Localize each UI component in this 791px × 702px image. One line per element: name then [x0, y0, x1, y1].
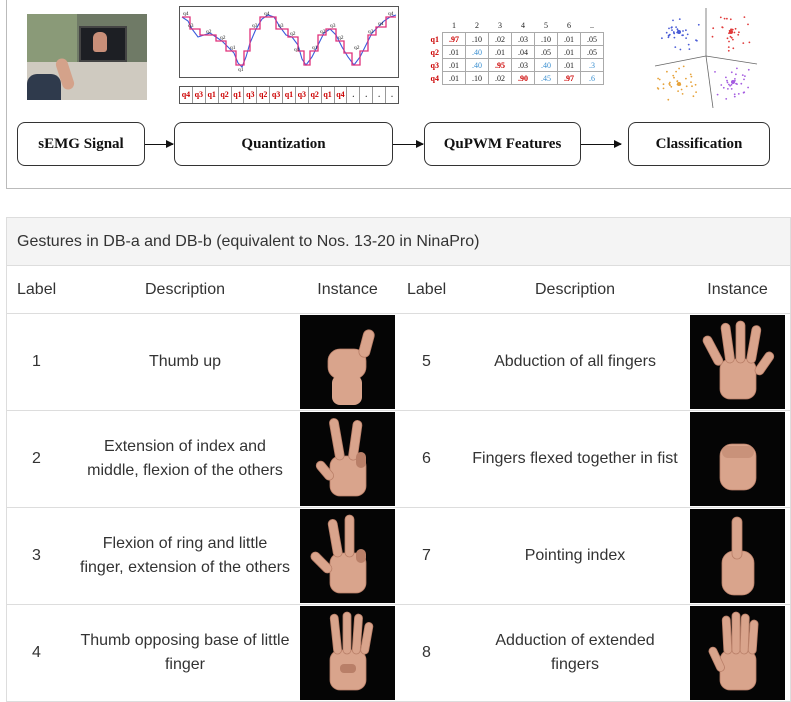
scatter-point — [681, 34, 683, 36]
scatter-point — [680, 49, 682, 51]
matrix-col-header: 6 — [567, 20, 571, 30]
sequence-cell: q3 — [244, 87, 257, 103]
svg-text:q4: q4 — [378, 21, 384, 27]
scatter-point — [724, 18, 726, 20]
scatter-point — [682, 30, 684, 32]
scatter-point — [661, 37, 663, 39]
matrix-cell: .10 — [535, 33, 558, 46]
matrix-cell: .01 — [443, 59, 466, 72]
scatter-point — [731, 84, 733, 86]
scatter-point — [698, 24, 700, 26]
scatter-point — [727, 88, 729, 90]
matrix-cell: .01 — [558, 46, 581, 59]
scatter-point — [728, 46, 730, 48]
scatter-point — [659, 79, 661, 81]
scatter-point — [695, 84, 697, 86]
matrix-col-header: .. — [590, 20, 594, 30]
matrix-col-header: 4 — [521, 20, 525, 30]
scatter-point — [682, 93, 684, 95]
scatter-point — [735, 28, 737, 30]
scatter-point — [720, 17, 722, 19]
qupwm-feature-matrix — [421, 18, 604, 85]
scatter-point — [747, 87, 749, 89]
header-description: Description — [144, 280, 226, 298]
scatter-point — [712, 36, 714, 38]
matrix-cell: .3 — [581, 59, 604, 72]
scatter-point — [734, 96, 736, 98]
scatter-point — [727, 82, 729, 84]
matrix-cell: .40 — [535, 59, 558, 72]
scatter-point — [657, 78, 659, 80]
quantized-signal-line — [182, 17, 396, 65]
recording-setup-photo — [27, 14, 147, 100]
spread-fingers-hand-image — [690, 315, 785, 409]
scatter-point — [693, 95, 695, 97]
scatter-point — [688, 44, 690, 46]
scatter-point — [714, 71, 716, 73]
matrix-cell: .01 — [443, 46, 466, 59]
matrix-cell: .01 — [443, 72, 466, 85]
scatter-point — [685, 78, 687, 80]
gesture-label: 5 — [422, 353, 431, 370]
scatter-point — [749, 42, 751, 44]
scatter-point — [742, 74, 744, 76]
scatter-point — [674, 46, 676, 48]
svg-text:q3: q3 — [368, 29, 374, 35]
scatter-point — [731, 37, 733, 39]
matrix-cell: .90 — [512, 72, 535, 85]
svg-text:q4: q4 — [183, 11, 189, 17]
matrix-col-header: 3 — [498, 20, 502, 30]
cluster-centroid — [729, 30, 733, 34]
gesture-description: Pointing index — [524, 547, 626, 564]
scatter-point — [736, 68, 738, 70]
header-instance: Instance — [317, 280, 378, 298]
matrix-cell: .95 — [489, 59, 512, 72]
scatter-point — [687, 34, 689, 36]
scatter-point — [736, 83, 738, 85]
sequence-cell: . — [390, 90, 393, 99]
scatter-point — [731, 88, 733, 90]
scatter-point — [667, 99, 669, 101]
matrix-cell: .97 — [558, 72, 581, 85]
scatter-point — [677, 90, 679, 92]
cluster-centroid — [677, 82, 681, 86]
scatter-point — [743, 79, 745, 81]
matrix-row-label: q1 — [430, 34, 439, 44]
quantized-signal-plot — [179, 6, 399, 78]
scatter-point — [723, 87, 725, 89]
sequence-cell: q1 — [206, 87, 219, 103]
svg-text:q2: q2 — [354, 45, 360, 51]
gesture-label: 8 — [422, 644, 431, 661]
matrix-col-header: 1 — [452, 20, 456, 30]
thumb-opposing-hand-image — [300, 606, 395, 700]
matrix-cell: .6 — [581, 72, 604, 85]
gesture-label: 2 — [32, 450, 41, 467]
scatter-point — [744, 75, 746, 77]
scatter-point — [738, 31, 740, 33]
matrix-cell: .10 — [466, 72, 489, 85]
gesture-description: Extension of index and middle, flexion of the others — [87, 438, 283, 479]
scatter-point — [717, 94, 719, 96]
scatter-point — [679, 18, 681, 20]
svg-text:q1: q1 — [312, 45, 318, 51]
scatter-point — [666, 32, 668, 34]
matrix-cell: .02 — [489, 33, 512, 46]
table-row — [7, 605, 790, 702]
scatter-point — [686, 85, 688, 87]
table-row — [7, 314, 790, 411]
scatter-point — [663, 88, 665, 90]
scatter-point — [675, 71, 677, 73]
scatter-point — [690, 81, 692, 83]
sequence-cell: q3 — [270, 87, 283, 103]
scatter-point — [674, 37, 676, 39]
svg-text:q3: q3 — [252, 23, 258, 29]
scatter-point — [666, 71, 668, 73]
header-description: Description — [534, 280, 616, 298]
matrix-cell: .01 — [558, 59, 581, 72]
scatter-point — [728, 41, 730, 43]
gesture-label: 4 — [32, 644, 41, 661]
matrix-cell: .03 — [512, 33, 535, 46]
scatter-point — [673, 32, 675, 34]
stage-quantization: Quantization — [174, 122, 393, 166]
header-instance: Instance — [707, 280, 768, 298]
scatter-point — [731, 71, 733, 73]
gestures-table — [6, 217, 791, 702]
scatter-point — [668, 28, 670, 30]
svg-text:q1: q1 — [294, 47, 300, 53]
scatter-point — [677, 28, 679, 30]
gestures-table-header — [7, 266, 790, 314]
matrix-cell: .04 — [512, 46, 535, 59]
gesture-description: Thumb up — [148, 353, 222, 370]
matrix-cell: .97 — [443, 33, 466, 46]
matrix-cell: .10 — [466, 33, 489, 46]
scatter-point — [675, 26, 677, 28]
matrix-row-label: q2 — [430, 47, 439, 57]
raw-signal-line — [182, 15, 396, 67]
fist-hand-image — [690, 412, 785, 506]
scatter-point — [685, 29, 687, 31]
scatter-point — [695, 91, 697, 93]
sequence-cell: . — [360, 87, 373, 103]
svg-text:q2: q2 — [206, 29, 212, 35]
scatter-point — [712, 27, 714, 29]
svg-text:q1: q1 — [230, 45, 236, 51]
matrix-cell: .40 — [466, 46, 489, 59]
sequence-cell: . — [347, 87, 360, 103]
matrix-col-header: 5 — [544, 20, 548, 30]
table-row — [7, 508, 790, 605]
scatter-point — [742, 42, 744, 44]
flow-arrow — [393, 144, 423, 145]
scatter-point — [683, 66, 685, 68]
three-fingers-hand-image — [300, 509, 395, 603]
sequence-cell: q1 — [283, 87, 296, 103]
flow-arrow — [145, 144, 173, 145]
scatter-point — [657, 87, 659, 89]
matrix-cell: .01 — [558, 33, 581, 46]
scatter-point — [720, 84, 722, 86]
quantized-sequence-strip — [179, 86, 399, 104]
gesture-label: 3 — [32, 547, 41, 564]
matrix-row-label: q3 — [430, 60, 439, 70]
scatter-point — [696, 40, 698, 42]
scatter-point — [673, 77, 675, 79]
stage-semg-signal: sEMG Signal — [17, 122, 145, 166]
gesture-description: Adduction of extended fingers — [495, 632, 655, 673]
gesture-description: Abduction of all fingers — [494, 353, 656, 370]
svg-text:q3: q3 — [278, 23, 284, 29]
scatter-point — [725, 77, 727, 79]
table-row — [7, 411, 790, 508]
svg-text:q2: q2 — [338, 35, 344, 41]
matrix-cell: .05 — [581, 46, 604, 59]
sequence-cell: q3 — [296, 87, 309, 103]
scatter-point — [732, 39, 734, 41]
svg-text:q3: q3 — [188, 23, 194, 29]
scatter-point — [734, 93, 736, 95]
scatter-point — [734, 78, 736, 80]
matrix-col-header: 2 — [475, 20, 479, 30]
scatter-point — [726, 80, 728, 82]
flat-hand-image — [690, 606, 785, 700]
scatter-point — [747, 24, 749, 26]
matrix-row-label: q4 — [430, 73, 439, 83]
sequence-cell: q1 — [322, 87, 335, 103]
header-label: Label — [407, 280, 447, 298]
gesture-description: Fingers flexed together in fist — [472, 450, 678, 467]
scatter-point — [672, 75, 674, 77]
sequence-cell: q1 — [232, 87, 245, 103]
scatter-point — [668, 83, 670, 85]
sequence-cell: q2 — [257, 87, 270, 103]
sequence-cell: q3 — [193, 87, 206, 103]
scatter-point — [677, 80, 679, 82]
scatter-point — [734, 32, 736, 34]
gesture-label: 6 — [422, 450, 431, 467]
svg-text:q2: q2 — [220, 35, 226, 41]
scatter-point — [727, 37, 729, 39]
svg-text:q4: q4 — [264, 11, 270, 17]
scatter-point — [740, 83, 742, 85]
svg-text:q1: q1 — [238, 67, 244, 73]
gesture-label: 7 — [422, 547, 431, 564]
scatter-point — [690, 74, 692, 76]
pipeline-diagram — [6, 0, 791, 189]
scatter-point — [669, 34, 671, 36]
svg-text:q3: q3 — [330, 23, 336, 29]
victory-hand-image — [300, 412, 395, 506]
stage-qupwm-features: QuPWM Features — [424, 122, 581, 166]
scatter-point — [748, 69, 750, 71]
sequence-cell: q2 — [309, 87, 322, 103]
matrix-cell: .40 — [466, 59, 489, 72]
matrix-cell: .05 — [535, 46, 558, 59]
cluster-centroid — [731, 80, 735, 84]
scatter-point — [685, 37, 687, 39]
scatter-point — [671, 29, 673, 31]
scatter-point — [726, 18, 728, 20]
cluster-centroid — [677, 30, 681, 34]
matrix-cell: .45 — [535, 72, 558, 85]
scatter-point — [730, 18, 732, 20]
scatter-point — [681, 89, 683, 91]
svg-text:q2: q2 — [320, 29, 326, 35]
sequence-cell: q2 — [219, 87, 232, 103]
scatter-point — [737, 34, 739, 36]
pointing-hand-image — [690, 509, 785, 603]
header-label: Label — [17, 280, 57, 298]
gesture-label: 1 — [32, 353, 41, 370]
sequence-cell: . — [373, 87, 386, 103]
sequence-cell: q4 — [180, 87, 193, 103]
scatter-point — [691, 85, 693, 87]
stage-classification: Classification — [628, 122, 770, 166]
scatter-point — [735, 73, 737, 75]
scatter-point — [691, 76, 693, 78]
matrix-cell: .02 — [489, 72, 512, 85]
scatter-point — [744, 16, 746, 18]
scatter-point — [678, 68, 680, 70]
scatter-point — [668, 36, 670, 38]
thumb-up-hand-image — [300, 315, 395, 409]
scatter-point — [728, 50, 730, 52]
flow-arrow — [581, 144, 621, 145]
scatter-point — [732, 47, 734, 49]
svg-text:q2: q2 — [290, 31, 296, 37]
scatter-point — [721, 26, 723, 28]
scatter-point — [725, 98, 727, 100]
scatter-point — [743, 92, 745, 94]
classification-scatter-plot — [651, 8, 761, 108]
scatter-point — [671, 26, 673, 28]
sequence-cell: q4 — [335, 87, 348, 103]
matrix-cell: .03 — [512, 59, 535, 72]
scatter-point — [672, 20, 674, 22]
scatter-point — [738, 93, 740, 95]
gesture-description: Thumb opposing base of little finger — [80, 632, 290, 673]
gestures-table-title: Gestures in DB-a and DB-b (equivalent to Nos. 13-20 in NinaPro) — [7, 218, 790, 266]
scatter-point — [663, 83, 665, 85]
svg-text:q4: q4 — [388, 11, 394, 17]
scatter-point — [670, 86, 672, 88]
gesture-description: Flexion of ring and little finger, extension of the others — [80, 535, 290, 576]
matrix-cell: .01 — [489, 46, 512, 59]
matrix-cell: .05 — [581, 33, 604, 46]
scatter-point — [689, 48, 691, 50]
